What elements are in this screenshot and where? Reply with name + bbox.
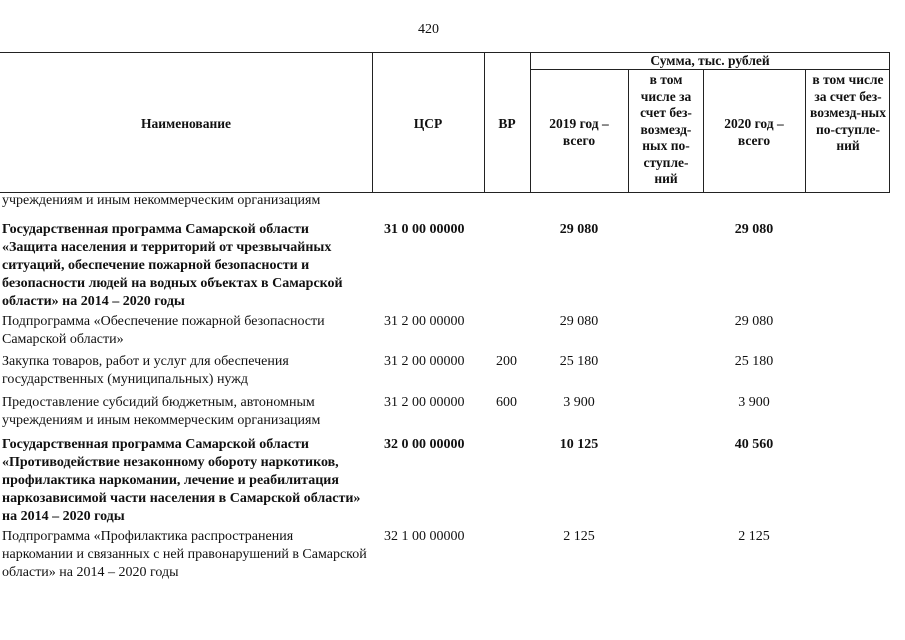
header-csr: ЦСР — [413, 116, 443, 131]
row-2020-total: 3 900 — [738, 395, 770, 410]
row-2019-total: 3 900 — [563, 395, 595, 410]
row-2020-total: 29 080 — [734, 314, 774, 329]
row-2020-total: 2 125 — [738, 529, 770, 544]
col-divider — [889, 52, 890, 192]
row-2019-total: 2 125 — [563, 529, 595, 544]
header-2019-gratuitous: в том числе за счет без-возмезд-ных по-ступле-ний — [640, 72, 692, 186]
row-2019-total: 29 080 — [559, 314, 599, 329]
row-name: Предоставление субсидий бюджетным, автономным учреждениям и иным некоммерческим организациям — [2, 395, 321, 428]
col-divider — [703, 69, 704, 192]
header-2019-total: 2019 год – всего — [549, 116, 609, 148]
row-name: Государственная программа Самарской области «Защита населения и территорий от чрезвычайных ситуаций, обеспечение пожарной безопасности и безопасности людей на водных объектах в Самарской области» на 2014 – 2020 годы — [2, 222, 343, 309]
row-name: Закупка товаров, работ и услуг для обеспечения государственных (муниципальных) нужд — [2, 354, 289, 387]
header-2020-gratuitous: в том числе за счет без-возмезд-ных по-ступле-ний — [810, 72, 886, 153]
row-vr: 200 — [496, 354, 517, 369]
header-sum-group: Сумма, тыс. рублей — [650, 53, 770, 68]
row-name: Подпрограмма «Профилактика распространения наркомании и связанных с ней правонарушений в Самарской области» на 2014 – 2020 годы — [2, 529, 367, 580]
row-vr: 600 — [496, 395, 517, 410]
col-divider — [628, 69, 629, 192]
row-2019-total: 25 180 — [559, 354, 599, 369]
row-2020-total: 40 560 — [734, 437, 774, 452]
page-number: 420 — [418, 22, 439, 37]
row-csr: 32 0 00 00000 — [384, 437, 465, 452]
row-csr: 31 2 00 00000 — [384, 354, 465, 369]
row-name: учреждениям и иным некоммерческим организациям — [2, 193, 321, 208]
header-name: Наименование — [141, 116, 231, 131]
row-2019-total: 29 080 — [559, 222, 599, 237]
row-name: Подпрограмма «Обеспечение пожарной безопасности Самарской области» — [2, 314, 325, 347]
row-csr: 31 2 00 00000 — [384, 314, 465, 329]
table-header — [0, 52, 890, 192]
row-csr: 31 0 00 00000 — [384, 222, 465, 237]
row-2020-total: 29 080 — [734, 222, 774, 237]
row-csr: 31 2 00 00000 — [384, 395, 465, 410]
row-2020-total: 25 180 — [734, 354, 774, 369]
header-vr: ВР — [498, 116, 516, 131]
row-csr: 32 1 00 00000 — [384, 529, 465, 544]
col-divider — [805, 69, 806, 192]
header-2020-total: 2020 год – всего — [724, 116, 784, 148]
row-name: Государственная программа Самарской области «Противодействие незаконному обороту наркотиков, профилактика наркомании, лечение и реабилитация наркозависимой части населения в Самарской области» на 2014 – 2020 годы — [2, 437, 361, 524]
col-divider — [530, 52, 531, 192]
row-2019-total: 10 125 — [559, 437, 599, 452]
